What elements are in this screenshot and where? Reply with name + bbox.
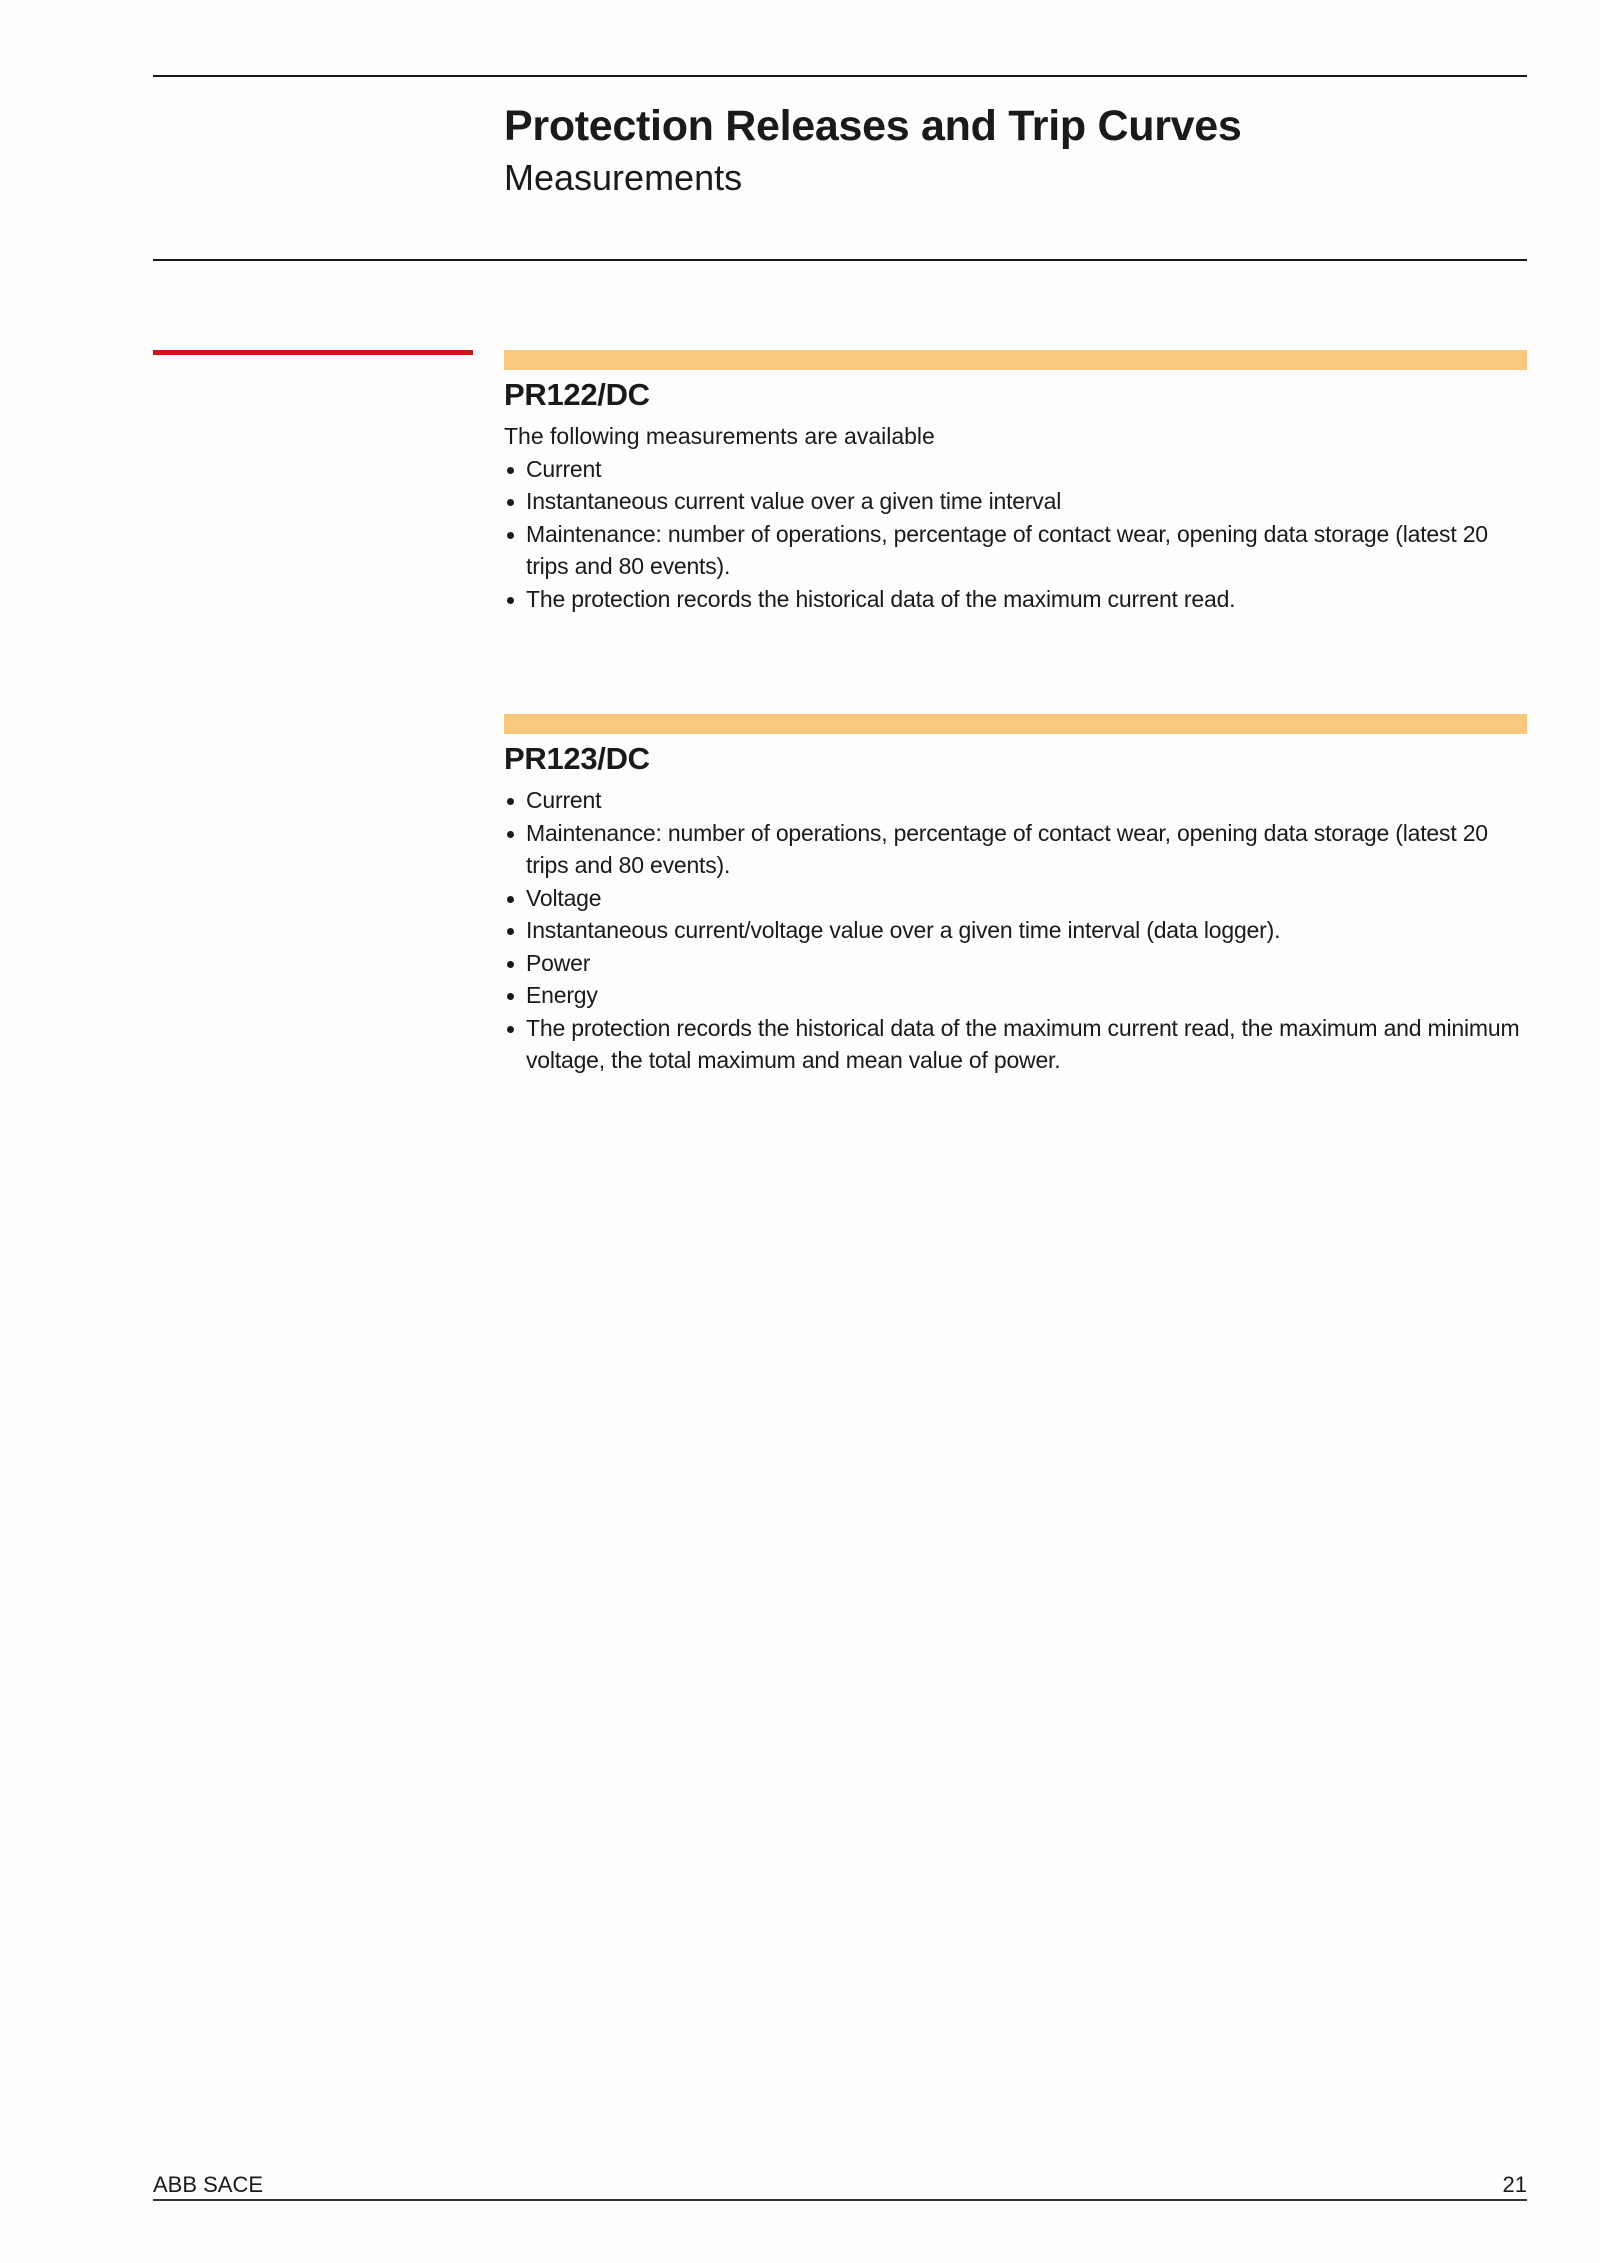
measurement-list xyxy=(504,784,1527,1077)
header-bottom-rule xyxy=(153,259,1527,261)
list-item-text: Current xyxy=(526,455,602,482)
list-item-text: Current xyxy=(526,787,602,813)
bullet-icon xyxy=(507,896,514,903)
page-title: Protection Releases and Trip Curves xyxy=(504,102,1242,150)
list-item xyxy=(504,784,1527,817)
header-top-rule xyxy=(153,75,1527,77)
list-item-text: Instantaneous current/voltage value over a given time interval (data logger). xyxy=(526,917,1281,943)
bullet-icon xyxy=(507,467,514,474)
list-item-text: The protection records the historical data of the maximum current read, the maximum and minimum voltage, the total maximum and mean value of power. xyxy=(526,1014,1520,1073)
list-item xyxy=(504,518,1527,583)
section-heading: PR123/DC xyxy=(504,741,650,776)
page-subtitle: Measurements xyxy=(504,157,743,198)
list-item-text: The protection records the historical data of the maximum current read. xyxy=(526,585,1236,612)
footer-rule xyxy=(153,2199,1527,2201)
section-pr123 xyxy=(504,714,1527,1077)
bullet-icon xyxy=(507,993,514,1000)
list-item xyxy=(504,947,1527,980)
list-item xyxy=(504,882,1527,915)
bullet-icon xyxy=(507,1026,514,1033)
measurement-list xyxy=(504,453,1527,616)
red-section-marker xyxy=(153,350,473,355)
page-number: 21 xyxy=(1502,2172,1527,2197)
bullet-icon xyxy=(507,597,514,604)
bullet-icon xyxy=(507,961,514,968)
list-item xyxy=(504,583,1527,616)
section-intro: The following measurements are available xyxy=(504,423,935,449)
list-item xyxy=(504,979,1527,1012)
bullet-icon xyxy=(507,928,514,935)
bullet-icon xyxy=(507,798,514,805)
list-item xyxy=(504,485,1527,518)
list-item xyxy=(504,817,1527,882)
list-item xyxy=(504,453,1527,486)
section-pr122 xyxy=(504,350,1527,615)
list-item xyxy=(504,1012,1527,1077)
list-item-text: Instantaneous current value over a given time interval xyxy=(526,488,1062,514)
list-item-text: Power xyxy=(526,949,591,976)
section-accent-bar xyxy=(504,350,1527,370)
list-item-text: Maintenance: number of operations, percentage of contact wear, opening data storage (latest 20 trips and 80 events). xyxy=(526,520,1488,579)
list-item xyxy=(504,914,1527,947)
title-block xyxy=(504,100,1242,200)
bullet-icon xyxy=(507,532,514,539)
footer-company: ABB SACE xyxy=(153,2172,264,2197)
section-accent-bar xyxy=(504,714,1527,734)
list-item-text: Voltage xyxy=(526,884,602,911)
list-item-text: Energy xyxy=(526,982,598,1008)
section-heading: PR122/DC xyxy=(504,377,650,412)
list-item-text: Maintenance: number of operations, percentage of contact wear, opening data storage (latest 20 trips and 80 events). xyxy=(526,819,1488,878)
bullet-icon xyxy=(507,831,514,838)
bullet-icon xyxy=(507,499,514,506)
